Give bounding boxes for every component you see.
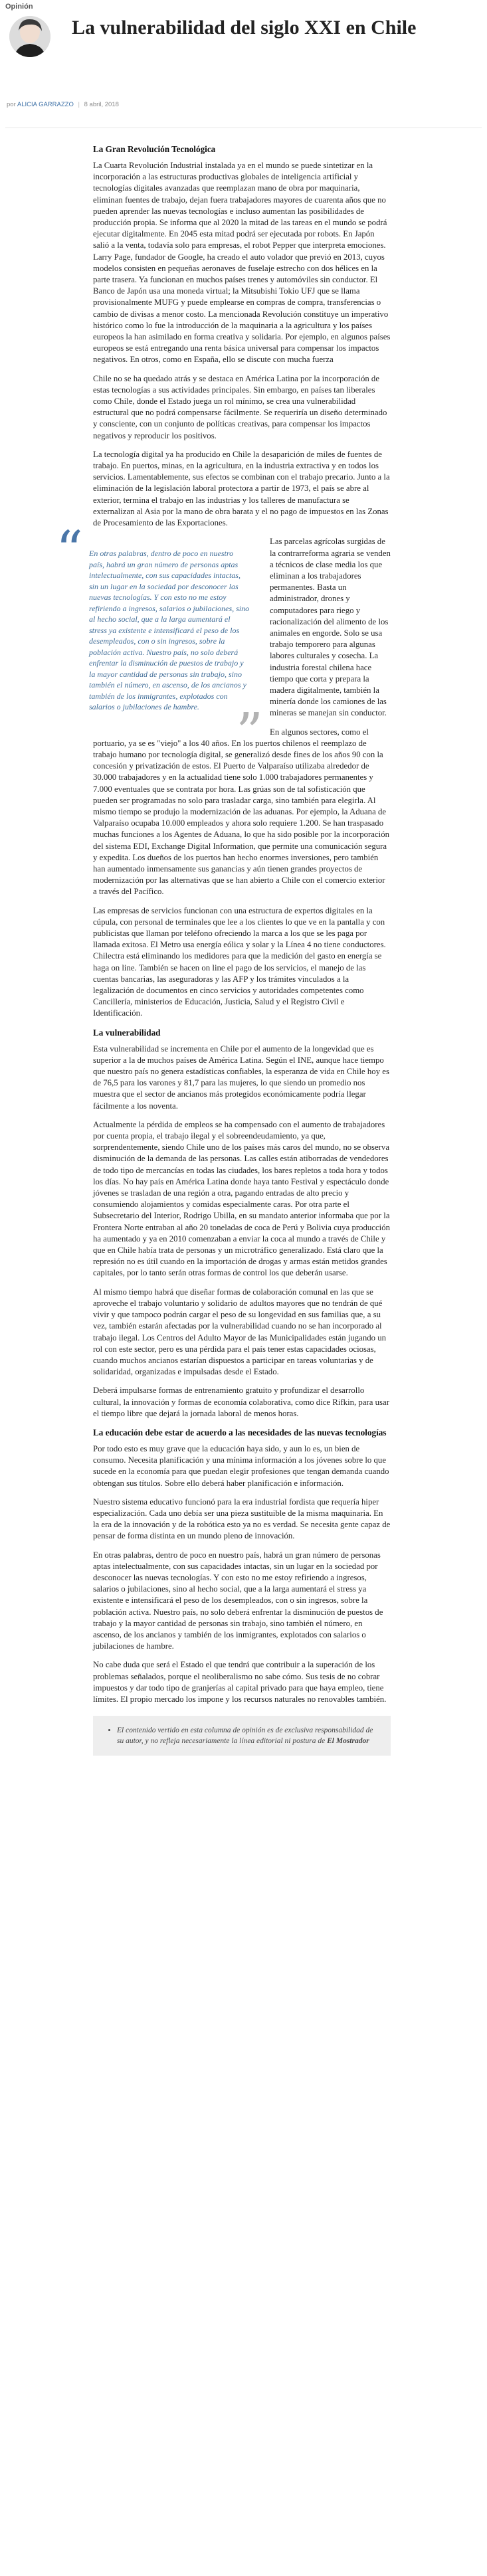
disclaimer-box [93,1716,391,1756]
disclaimer-text: El contenido vertido en esta columna de opinión es de exclusiva responsabilidad de su autor, y no refleja necesariamente la línea editorial ni postura de [117,1726,373,1746]
author-link[interactable]: ALICIA GARRAZZO [17,101,74,108]
paragraph: Deberá impulsarse formas de entrenamiento gratuito y profundizar el desarrollo cultural, la innovación y formas de economía colaborativa, como dice Rifkin, para usar el tiempo libre que dejará la jornada laboral de menos horas. [93,1386,389,1418]
paragraph: Nuestro sistema educativo funcionó para la era industrial fordista que requería hiper especialización. Cada uno debía ser una pieza sustituible de la misma maquinaria. En la era de la innovación y de la robótica esto ya no es verdad. Se necesita gente capaz de pensar de forma distinta en un mundo pleno de innovación. [93,1497,391,1541]
publish-date: 8 abril, 2018 [84,101,119,108]
pull-quote-text: En otras palabras, dentro de poco en nuestro país, habrá un gran número de personas aptas intelectualmente, con sus capacidades intactas, sin un lugar en la sociedad por desconocer las nuevas tecnologías. Y con esto no me estoy refiriendo a ingresos, salarios o jubilaciones, sino al hecho social, que a la larga aumentará el stress ya existente e intensificará el peso de los desempleados, con o sin ingresos, sobre la población activa. Nuestro país, no solo deberá enfrentar la disminución de puestos de trabajo y la mayor cantidad de personas sin trabajo, sino también el número, en ascenso, de los ancianos y también de los inmigrantes, explotados con salarios o jubilaciones de hambre. [89,549,250,712]
disclaimer-item [117,1725,379,1746]
paragraph: La tecnología digital ya ha producido en Chile la desaparición de miles de fuentes de trabajo. En puertos, minas, en la agricultura, en la industria extractiva y en todos los servicios. Lamentablemente, sus efectos se combinan con el trabajo precario. Junto a la eliminación de la legislación laboral protectora a partir de 1973, el país se abre al exterior, termina el trabajo en las industrias y los talleres de manufactura se externalizan al Asia por la mano de obra barata y el no pago de impuestos en las Zonas de Procesamiento de las Exportaciones. [93,449,390,528]
paragraph: Por todo esto es muy grave que la educación haya sido, y aun lo es, un bien de consumo. Necesita planificación y una mínima información a los jóvenes sobre lo que sucede en la economía para que puedan elegir profesiones que tengan demanda cuando obtengan sus títulos. Sobre ello deberá haber planificación e información. [93,1443,389,1488]
section-heading: La Gran Revolución Tecnológica [93,144,216,154]
open-quote-icon: “ [56,519,83,582]
paragraph: En algunos sectores, como el portuario, ya se es "viejo" a los 40 años. En los puertos chilenos el reemplazo de trabajo humano por tecnología digital, se generalizó desde fines de los años 90 con la concesión y privatización de estos. El Puerto de Valparaíso utilizaba alrededor de 30.000 trabajadores y en la actualidad tiene solo 1.000 trabajadores permanentes y 7.000 eventuales que se contrata por hora. Las grúas son de tal sofisticación que pueden ser programadas no solo para trasladar carga, sino también para elegirla. Al mismo tiempo se produjo la modernización de las aduanas. Por ejemplo, la Aduana de Valparaíso ocupaba 10.000 empleados y ahora solo requiere 1.200. Se han traspasado muchas funciones a los Agentes de Aduana, lo que ha sido posible por la incorporación del sistema EDI, Exchange Digital Information, que permite una comunicación segura y expedita. Los dueños de los puertos han hecho enormes inversiones, pero también han aumentado inmensamente sus ganancias y aún tienen grandes proyectos de modernización por las alternativas que se han abierto a Chile con el comercio exterior a través del Pacífico. [93,727,390,897]
paragraph: Actualmente la pérdida de empleos se ha compensado con el aumento de trabajadores por cuenta propia, el trabajo ilegal y el sobreendeudamiento, ya que, sorprendentemente, siendo Chile uno de los países más caros del mundo, no se observa disminución de la demanda de las personas. Las calles están atiborradas de vendedores de todo tipo de mercancías en todas las ciudades, los bares repletos a toda hora y todos los días. No hay país en América Latina donde haya tanto Festival y espectáculo donde jóvenes se trasladan de una región a otra, pagando entradas de alto precio y consumiendo alojamientos y comidas especialmente caras. Por otra parte el Subsecretario del Interior, Rodrigo Ubilla, en su mandato anterior informaba que por la Frontera Norte entraban al año 20 toneladas de coca de Perú y Bolivia cuya producción ha aumentado y ya en 2010 comenzaban a enviar la coca al mundo a través de Chile y que en Chile había trata de personas y un microtráfico generalizado. Está claro que la represión no es útil cuando en la importación de drogas y armas están metidos grandes capitales, por lo tanto serán otras formas de control los que deberán usarse. [93,1119,391,1278]
author-photo-icon [9,16,50,57]
article-title: La vulnerabilidad del siglo XXI en Chile [72,17,417,39]
paragraph: Las empresas de servicios funcionan con una estructura de expertos digitales en la cúpula, con personal de terminales que lee a los clientes lo que ve en la pantalla y con publicistas que llaman por teléfono ofreciendo la marca a los que se les paga por llamada exitosa. El Metro usa energía eólica y solar y la Línea 4 no tiene conductores. Chilectra está eliminando los medidores para que la medición del gasto en energía se haga on line. También se hacen on line el pago de los servicios, el manejo de las cuentas bancarias, las aseguradoras y las AFP y los trámites vinculados a la legalización de documentos en cinco servicios y autoridades competentes como Cancillería, ministerios de Educación, Justicia, Salud y el Registro Civil e Identificación. [93,905,386,1018]
paragraph: Al mismo tiempo habrá que diseñar formas de colaboración comunal en las que se aproveche el trabajo voluntario y solidario de adultos mayores que no tendrán de qué vivir y que tampoco podrán cargar el peso de su longevidad en sus familias que, a su vez, también estarán afectadas por la vulnerabilidad cuando no se han incorporado al trabajo ilegal. Los Centros del Adulto Mayor de las Municipalidades están jugando un rol con este sector, pero es una pérdida para el país tener estas capacidades ociosas, cuando muchos ancianos estarían dispuestos a participar en tareas voluntarias y de solidaridad, organizadas e impulsadas desde el Estado. [93,1287,387,1377]
close-quote-icon: ” [236,701,263,763]
byline-separator: | [78,101,80,108]
article-body [56,143,391,1756]
byline-prefix: por [7,101,16,108]
publication-name: El Mostrador [327,1737,369,1746]
section-heading: La educación debe estar de acuerdo a las necesidades de las nuevas tecnologías [93,1427,387,1437]
section-heading: La vulnerabilidad [93,1027,161,1038]
section-label[interactable]: Opinión [5,3,33,11]
paragraph: Esta vulnerabilidad se incrementa en Chile por el aumento de la longevidad que es superior a la de muchos países de América Latina. Según el INE, aunque hace tiempo que nuestro país no genera estadísticas confiables, la esperanza de vida en Chile hoy es de 76,5 para los varones y 81,7 para las mujeres, lo que siendo un promedio nos muestra que el sector de ancianos más protegidos económicamente podría llegar fácilmente a los noventa. [93,1044,389,1111]
paragraph: No cabe duda que será el Estado el que tendrá que contribuir a la superación de los problemas señalados, porque el neoliberalismo no sabe cómo. Sus tesis de no cobrar impuestos y dar todo tipo de granjerías al capital privado para que haya empleo, tiene límites. El propio mercado los impone y los recursos naturales no renovables también. [93,1660,387,1704]
paragraph: Chile no se ha quedado atrás y se destaca en América Latina por la incorporación de estas tecnologías a sus actividades principales. Sin embargo, en países tan liberales como Chile, donde el Estado juega un rol mínimo, se crea una vulnerabilidad estructural que no podrá compensarse fácilmente. Se requeriría un diseño determinado y consciente, con un conjunto de políticas creativas, para compensar los impactos negativos y reproducir los positivos. [93,373,387,440]
byline [7,101,119,108]
paragraph: Las parcelas agrícolas surgidas de la contrarreforma agraria se venden a técnicos de clase media los que eliminan a los trabajadores permanentes. Basta un administrador, drones y computadores para riego y racionalización del alimento de los animales en engorde. Solo se usa trabajo temporero para algunas labores culturales y cosecha. La industria forestal chilena hace tiempo que corta y prepara la madera digitalmente, también la minería donde los camiones de las mineras se manejan sin conductor. [270,537,391,718]
paragraph: La Cuarta Revolución Industrial instalada ya en el mundo se puede sintetizar en la incorporación a las estructuras productivas globales de inteligencia artificial y tecnologías digitales avanzadas que reemplazan mano de obra por maquinaria, eliminan fuentes de trabajo, dejan fuera trabajadores mayores de cuarenta años que no pueden aprender las nuevas tecnologías e incluso aumentan las posibilidades de producción propia. Se informa que al 2020 la mitad de las tareas en el mundo se podrá ejecutar digitalmente. En 2045 esta mitad podrá ser ejecutada por robots. En Japón salió a la venta, todavía solo para empresas, el robot Pepper que interpreta emociones. Larry Page, fundador de Google, ha creado el auto volador que previó en 2013, cuyos modelos consisten en pequeñas aeronaves de fuselaje estrecho con dos hélices en la parte trasera. Ya funcionan en muchos países trenes y automóviles sin conductor. El Banco de Japón usa una moneda virtual; la Mitsubishi Tokio UFJ que se llama provisionalmente MUFG y puede emplearse en compras de compra, transferencias o cambio de divisas a menor costo. La mencionada Revolución constituye un imperativo histórico como lo fue la introducción de la maquinaria a la agricultura y los países europeos la han asimilado en forma creativa y solidaria. Por ejemplo, en algunos países europeos se está entregando una renta básica universal para compensar los impactos negativos. En otros, como en España, ello se discute con mucha fuerza [93,161,391,365]
pull-quote [52,519,263,763]
author-avatar[interactable] [9,16,50,57]
paragraph: En otras palabras, dentro de poco en nuestro país, habrá un gran número de personas aptas intelectualmente, con sus capacidades intactas, sin un lugar en la sociedad por desconocer las nuevas tecnologías. Y con esto no me estoy refiriendo a ingresos, salarios o jubilaciones, sino al hecho social, que a la larga aumentará el stress ya existente e intensificará el peso de los desempleados, con o sin ingresos, sobre la población activa. Nuestro país, no solo deberá enfrentar la disminución de puestos de trabajo y la mayor cantidad de personas sin trabajo, sino también el número, en ascenso, de los ancianos y también de los inmigrantes, explotados con salarios o jubilaciones de hambre. [93,1550,383,1651]
